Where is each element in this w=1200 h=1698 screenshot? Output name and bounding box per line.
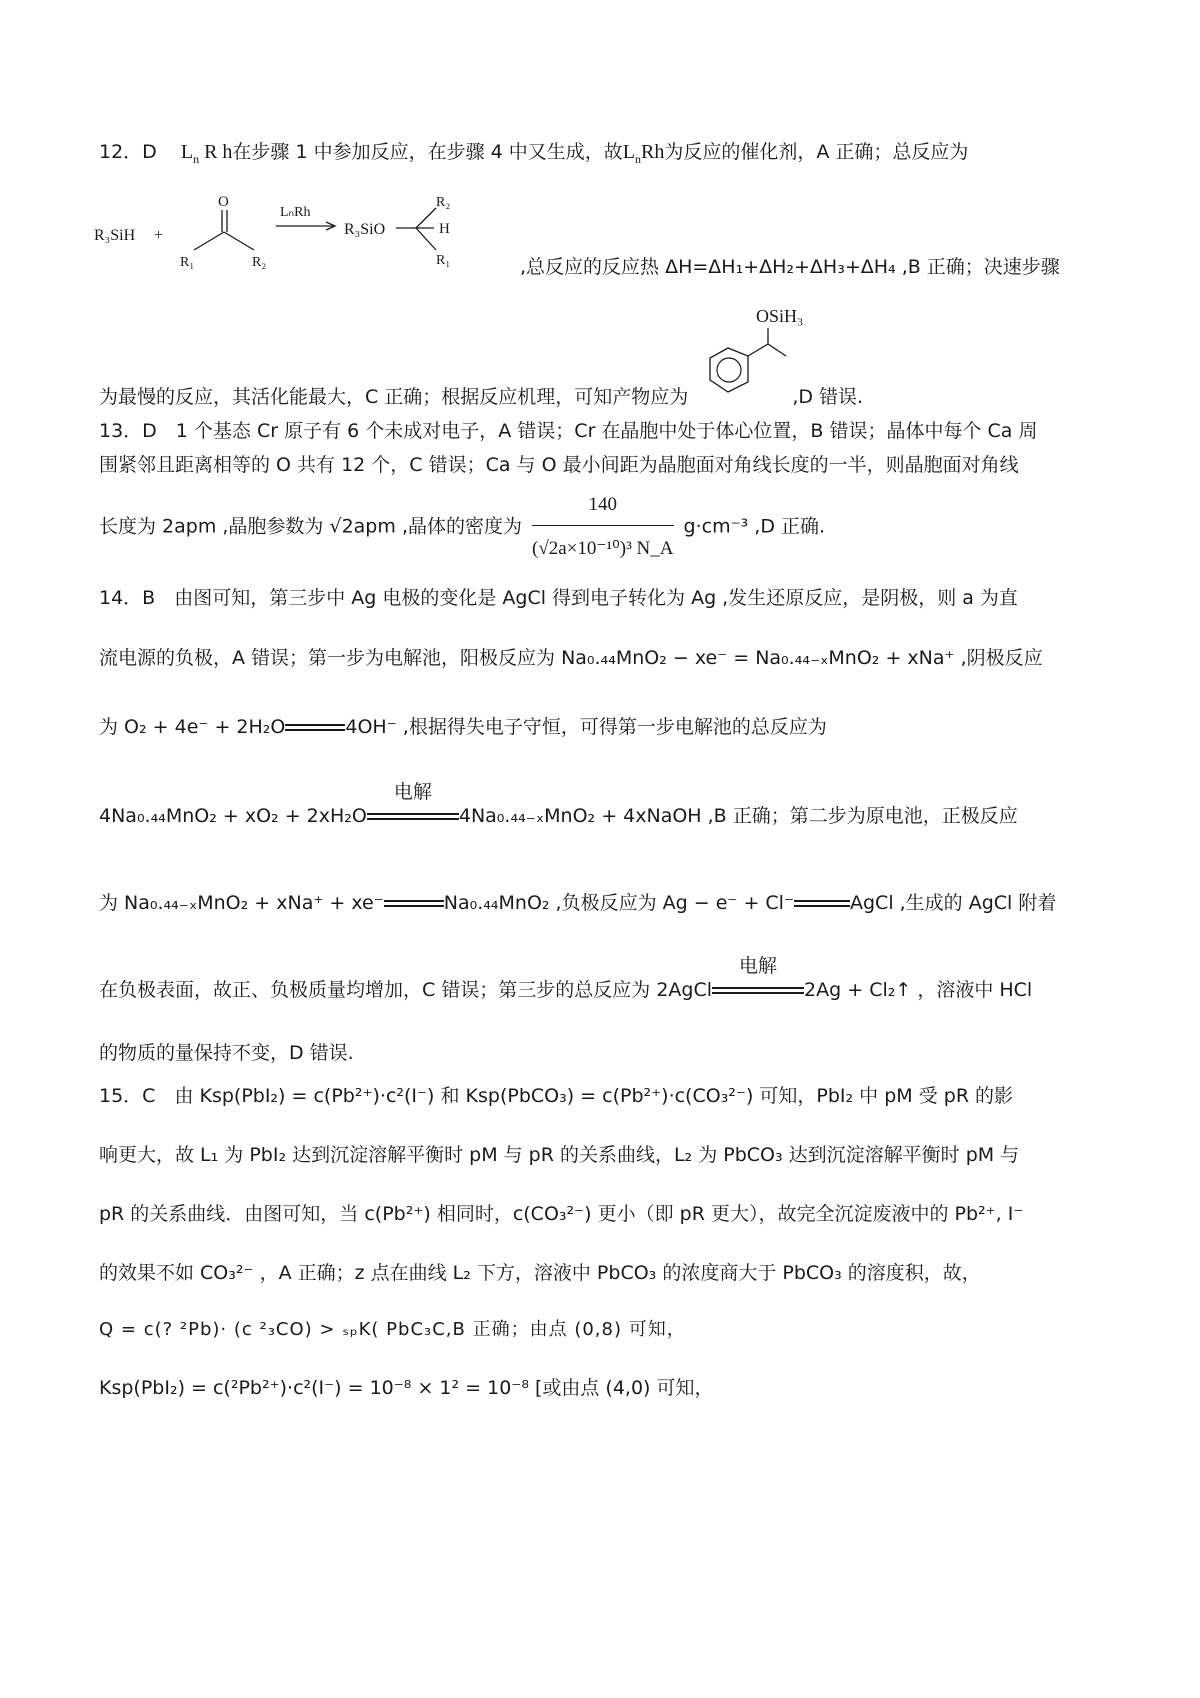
plus-sign: + [154, 227, 164, 244]
q14-text-i: 2Ag + Cl₂↑ ，溶液中 HCl [804, 979, 1033, 1001]
r2-product-label: R₂ [436, 195, 451, 210]
osih3-label: OSiH₃ [756, 306, 804, 326]
q12-text-c: 为最慢的反应，其活化能最大，C 正确；根据反应机理，可知产物应为 [99, 386, 689, 408]
q14-line-7: 的物质的量保持不变，D 错误. [99, 1042, 354, 1064]
q13-sqrt-value: √2apm [329, 515, 396, 538]
r3sih-label: R₃SiH [94, 227, 136, 244]
q12-text-b: 为反应的催化剂，A 正确；总反应为 [664, 141, 969, 163]
q12-line-2: ,总反应的反应热 ΔH=ΔH₁+ΔH₂+ΔH₃+ΔH₄ ,B 正确；决速步骤 [520, 256, 1060, 278]
r1-product-label: R₁ [436, 253, 451, 268]
fraction-denominator: (√2a×10⁻¹⁰)³ N_A [532, 538, 674, 559]
q14-line-6 [99, 954, 1033, 1003]
q13-text-b: ,晶体的密度为 [401, 515, 522, 538]
electrolysis-equal-sign-2 [712, 954, 804, 997]
r1-label: R₁ [180, 255, 195, 270]
q14-text-g: AgCl ,生成的 AgCl 附着 [850, 892, 1057, 914]
lnrh-catalyst-2: $L_nRh$ [622, 141, 665, 166]
q14-text-f: Na₀.₄₄MnO₂ ,负极反应为 Ag − e⁻ + Cl⁻ [443, 892, 794, 914]
carbonyl-o: O [218, 194, 229, 210]
q15-line-4: 的效果不如 CO₃²⁻ ，A 正确；z 点在曲线 L₂ 下方，溶液中 PbCO₃ 的浓度商大于 PbCO₃ 的溶度积，故， [99, 1262, 981, 1284]
fraction-numerator: 140 [532, 488, 673, 526]
density-fraction [532, 488, 673, 566]
q12-line-1 [99, 139, 968, 172]
q13-line-1: 13．D 1 个基态 Cr 原子有 6 个未成对电子，A 错误；Cr 在晶胞中处于体心位置，B 错误；晶体中每个 Ca 周 [99, 420, 1038, 442]
lnrh-catalyst: $L_n$ R h [180, 141, 233, 166]
q15-line-3: pR 的关系曲线．由图可知，当 c(Pb²⁺) 相同时，c(CO₃²⁻) 更小（即 pR 更大），故完全沉淀废液中的 Pb²⁺, I⁻ [99, 1203, 1024, 1225]
q14-line-5 [99, 890, 1056, 916]
q14-text-d: 4Na₀.₄₄₋ₓMnO₂ + 4xNaOH ,B 正确；第二步为原电池，正极反应 [458, 805, 1018, 827]
q12-answer: 12．D [99, 141, 157, 163]
equal-sign-3 [794, 898, 850, 910]
q14-text-a: 为 O₂ + 4e⁻ + 2H₂O [99, 716, 286, 738]
q13-text-c: g·cm⁻³ ,D 正确. [683, 515, 826, 538]
q13-line-2: 围紧邻且距离相等的 O 共有 12 个，C 错误；Ca 与 O 最小间距为晶胞面对角线长度的一半，则晶胞面对角线 [99, 454, 1019, 476]
electrolysis-label-2: 电解 [739, 954, 778, 977]
q14-line-2: 流电源的负极，A 错误；第一步为电解池，阳极反应为 Na₀.₄₄MnO₂ − xe⁻ = Na₀.₄₄₋ₓMnO₂ + xNa⁺ ,阴极反应 [99, 647, 1043, 669]
q15-line-6: Ksp(PbI₂) = c(²Pb²⁺)·c²(I⁻) = 10⁻⁸ × 1² = 10⁻⁸ [或由点 (4,0) 可知， [99, 1377, 714, 1399]
q15-line-1: 15．C 由 Ksp(PbI₂) = c(Pb²⁺)·c²(I⁻) 和 Ksp(PbCO₃) = c(Pb²⁺)·c(CO₃²⁻) 可知，PbI₂ 中 pM 受 pR 的影 [99, 1085, 1014, 1107]
equal-sign-2 [384, 898, 444, 910]
electrolysis-equal-sign [367, 780, 459, 823]
q14-text-b: 4OH⁻ ,根据得失电子守恒，可得第一步电解池的总反应为 [345, 716, 827, 738]
q12-text-d: ,D 错误. [792, 386, 864, 408]
equal-sign [285, 722, 345, 734]
q13-line-3 [99, 488, 825, 566]
electrolysis-label: 电解 [393, 780, 432, 803]
lnrh-label: LₙRh [280, 205, 311, 220]
r3sio-label: R₃SiO [344, 221, 386, 238]
reaction-scheme [94, 188, 514, 288]
q14-text-c: 4Na₀.₄₄MnO₂ + xO₂ + 2xH₂O [99, 805, 367, 827]
q12-line-3 [99, 384, 863, 410]
q12-text-a: 在步骤 1 中参加反应，在步骤 4 中又生成，故 [232, 141, 623, 163]
q14-line-3 [99, 714, 827, 740]
q15-line-5: Q = c(? ²Pb)· (c ²₃CO) > ₛₚK( PbC₃C,B 正确；由点 (0,8) 可知， [99, 1319, 686, 1340]
q14-text-h: 在负极表面，故正、负极质量均增加，C 错误；第三步的总反应为 2AgCl [99, 979, 713, 1001]
q14-text-e: 为 Na₀.₄₄₋ₓMnO₂ + xNa⁺ + xe⁻ [99, 892, 384, 914]
q13-text-a: 长度为 2apm ,晶胞参数为 [99, 515, 324, 538]
q14-line-4 [99, 780, 1018, 829]
h-label: H [439, 221, 450, 237]
q15-line-2: 响更大，故 L₁ 为 PbI₂ 达到沉淀溶解平衡时 pM 与 pR 的关系曲线，L₂ 为 PbCO₃ 达到沉淀溶解平衡时 pM 与 [99, 1144, 1020, 1166]
r2-label: R₂ [252, 255, 267, 270]
q14-line-1: 14．B 由图可知，第三步中 Ag 电极的变化是 AgCl 得到电子转化为 Ag ,发生还原反应，是阴极，则 a 为直 [99, 587, 1018, 609]
